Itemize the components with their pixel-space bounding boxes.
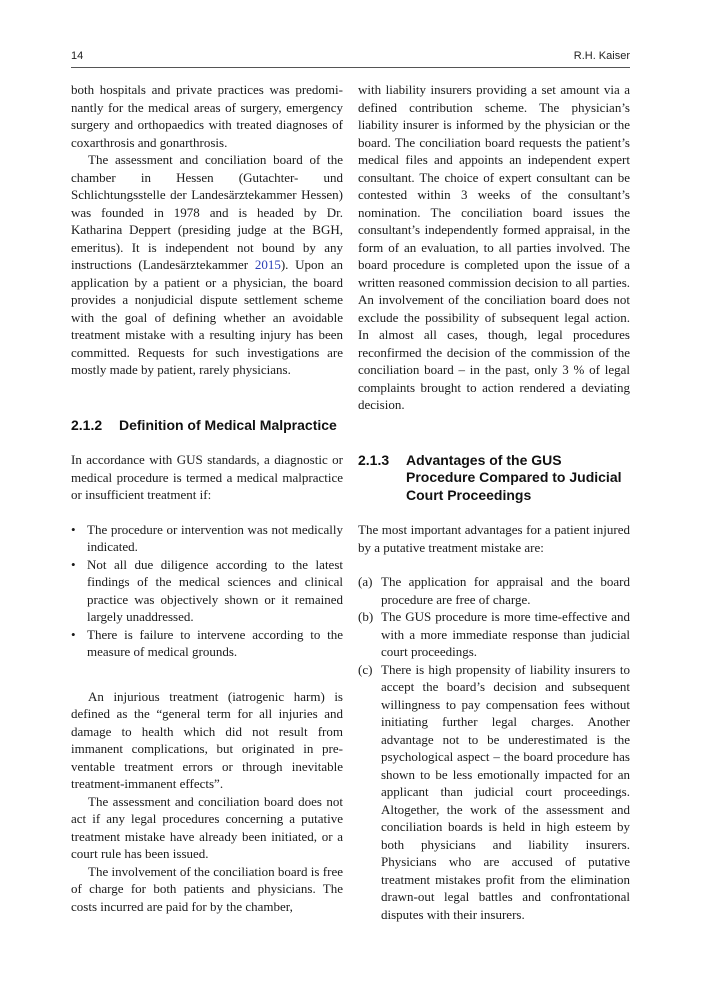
- paragraph: The assessment and conciliation board does not act if any legal procedures concerning a putative treatment mistake have already been initiated, or a court rule has been issued.: [71, 793, 343, 861]
- list-item-text: There is high propensity of liability insurers to accept the board’s decision and subsequent willingness to pay compensation fees without initiating further legal charges. Another advantage not to be underestimated is the psychological aspect – the board procedure has shown to be less emotionally impacted for an applicant than judicial court proceedings. Altogether, the work of the assessment and conciliation boards is held in high esteem by both physicians and liability insurers. Physicians who are accused of putative treatment mistakes profit from the elimination drawn-out legal battles and confrontational disputes with their insurers.: [381, 661, 630, 922]
- page-number: 14: [71, 50, 84, 62]
- bullet-list: [71, 521, 343, 661]
- list-item: [358, 661, 630, 924]
- list-item-text: The application for appraisal and the board procedure are free of charge.: [381, 574, 630, 607]
- list-item: [358, 573, 630, 608]
- section-number: 2.1.2: [71, 416, 103, 433]
- header-rule: [71, 67, 630, 68]
- list-item-text: The GUS procedure is more time-effective and with a more immediate response than judicial court proceedings.: [381, 609, 630, 659]
- lettered-list: [358, 573, 630, 923]
- citation-link[interactable]: 2015: [254, 257, 281, 272]
- paragraph: In accordance with GUS standards, a diagnostic or medical procedure is termed a medical malpractice or insufficient treatment if:: [71, 452, 343, 502]
- list-marker: (b): [358, 609, 374, 624]
- bullet-mark: •: [71, 521, 76, 537]
- paragraph-text: ). Upon an application by a patient or a physician, the board provides a nonjudicial dispute settlement scheme with the goal of defining whether an avoidable treatment mistake with a resulting injury has been committed. Requests for such investigations are mostly made by patient, rarely physicians.: [71, 257, 343, 377]
- paragraph: with liability insurers providing a set amount via a defined contribution scheme. The physician’s liability insurer is informed by the physician or the board. The conciliation board requests the patient’s medical files and appoints an independent expert consultant. The choice of expert consultant can be contested within 3 weeks of the consultant’s nomination. The conciliation board issues the consultant’s independently formed appraisal, in the form of an evaluation, to all parties involved. The board procedure is completed upon the issue of a written reasoned commission decision to all parties. An involvement of the conciliation board does not exclude the possibility of subsequent legal action. In almost all cases, though, legal procedures reconfirmed the decision of the commission of the conciliation board – in the past, only 3 % of legal complaints brought to action rendered a deviating decision.: [358, 82, 630, 412]
- section-title: Advantages of the GUS Procedure Compared to Judicial Court Proceedings: [406, 451, 622, 503]
- list-marker: (a): [358, 574, 373, 589]
- list-marker: (c): [358, 661, 373, 677]
- paragraph: both hospitals and private practices was predominantly for the medical areas of surgery, emergency surgery and orthopaedics with treated diagnoses of coxarthrosis and gonarthrosis.: [71, 82, 343, 150]
- paragraph: The most important advantages for a patient injured by a putative treatment mistake are:: [358, 522, 630, 555]
- left-column: [71, 81, 343, 915]
- list-item: [71, 521, 343, 556]
- bullet-mark: •: [71, 626, 76, 642]
- list-item: [71, 556, 343, 626]
- paragraph: The involvement of the conciliation board is free of charge for both patients and physicians. The costs incurred are paid for by the chamber,: [71, 863, 343, 914]
- running-author: R.H. Kaiser: [573, 50, 630, 62]
- section-title: Definition of Medical Malpractice: [119, 416, 337, 433]
- paragraph-text: The assessment and conciliation board of the chamber in Hessen (Gutachter- und Schlichtungsstelle der Landesärztekammer Hessen) was founded in 1978 and is headed by Dr. Katharina Deppert (presiding judge at the BGH, emeritus). It is independent not bound by any instructions (Landesärztekammer: [71, 152, 343, 272]
- bullet-mark: •: [71, 556, 76, 572]
- paragraph: An injurious treatment (iatrogenic harm) is defined as the “general term for all injuries and damage to health which did not result from immanent complications, but originated in preventable treatment errors or through inevitable treatment-immanent effects”.: [71, 688, 343, 791]
- list-item: [358, 608, 630, 661]
- section-number: 2.1.3: [358, 451, 390, 468]
- right-column: [358, 81, 630, 923]
- running-header: [71, 46, 630, 66]
- section-heading-2-1-3: [358, 452, 630, 505]
- list-item-text: The procedure or intervention was not medically indicated.: [87, 521, 343, 554]
- list-item: [71, 626, 343, 661]
- list-item-text: Not all due diligence according to the latest findings of the medical sciences and clinical practice was objectively shown or it remained largely unaddressed.: [87, 556, 343, 624]
- paragraph-board-hessen: [71, 151, 343, 379]
- list-item-text: There is failure to intervene according to the measure of medical grounds.: [87, 626, 343, 659]
- section-heading-2-1-2: [71, 417, 343, 435]
